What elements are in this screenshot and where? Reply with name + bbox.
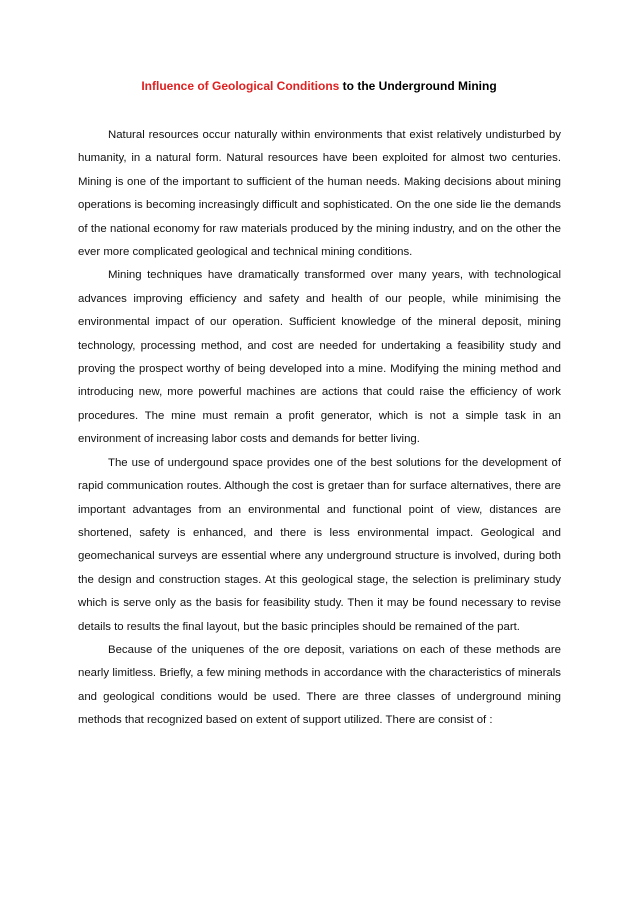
paragraph: The use of undergound space provides one of the best solutions for the development of rapid communication routes. Although the cost is gretaer than for surface alternatives, there are important advantages from an environmental and functional point of view, distances are shortened, safety is enhanced, and there is less environmental impact. Geological and geomechanical surveys are essential where any underground structure is involved, during both the design and construction stages. At this geological stage, the selection is preliminary study which is serve only as the basis for feasibility study. Then it may be found necessary to revise details to results the final layout, but the basic principles should be remained of the part. [78, 456, 561, 633]
title-rest: to the Underground Mining [339, 79, 497, 93]
paragraph: Because of the uniquenes of the ore deposit, variations on each of these methods are nearly limitless. Briefly, a few mining methods in accordance with the characteristics of minerals and geological conditions would be used. There are three classes of underground mining methods that recognized based on extent of support utilized. There are consist of : [78, 643, 561, 727]
paragraph: Natural resources occur naturally within environments that exist relatively undisturbed by humanity, in a natural form. Natural resources have been exploited for almost two centuries. Mining is one of the important to sufficient of the human needs. Making decisions about mining operations is becoming increasingly difficult and sophisticated. On the one side lie the demands of the national economy for raw materials produced by the mining industry, and on the other the ever more complicated geological and technical mining conditions. [78, 129, 561, 259]
page-title [0, 78, 638, 94]
document-body [78, 124, 561, 733]
paragraph: Mining techniques have dramatically transformed over many years, with technological advances improving efficiency and safety and health of our people, while minimising the environmental impact of our operation. Sufficient knowledge of the mineral deposit, mining technology, processing method, and cost are needed for undertaking a feasibility study and proving the prospect worthy of being developed into a mine. Modifying the mining method and introducing new, more powerful machines are actions that could raise the efficiency of work procedures. The mine must remain a profit generator, which is not a simple task in an environment of increasing labor costs and demands for better living. [78, 269, 561, 446]
title-highlight: Influence of Geological Conditions [141, 79, 340, 93]
